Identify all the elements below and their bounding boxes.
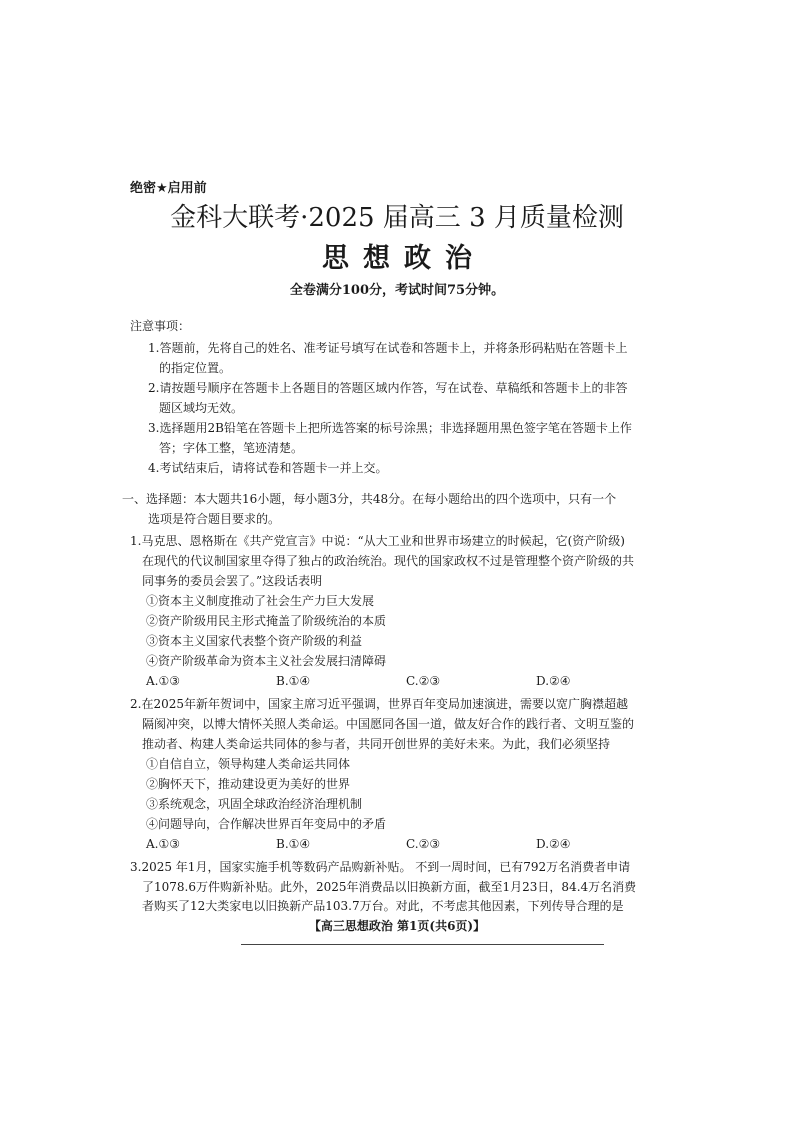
- question-1-option: ④资产阶级革命为资本主义社会发展扫清障碍: [146, 654, 387, 668]
- question-1-option: ①资本主义制度推动了社会生产力巨大发展: [146, 594, 375, 608]
- footer-rule: [241, 944, 604, 945]
- question-2-option: ④问题导向，合作解决世界百年变局中的矛盾: [146, 817, 387, 831]
- question-3-stem: 3.2025 年1月，国家实施手机等数码产品购新补贴。 不到一周时间，已有792万名消费者申请: [130, 860, 631, 874]
- choice-d: D.②④: [536, 837, 571, 851]
- notice-title: 注意事项：: [130, 319, 191, 333]
- question-2-stem: 隔阂冲突，以博大情怀关照人类命运。中国愿同各国一道，做友好合作的践行者、文明互鉴的: [142, 717, 635, 731]
- choice-b: B.①④: [276, 674, 311, 688]
- question-2-option: ③系统观念，巩固全球政治经济治理机制: [146, 797, 363, 811]
- notice-line: 3.选择题用2B铅笔在答题卡上把所选答案的标号涂黑；非选择题用黑色签字笔在答题卡上作: [148, 421, 632, 435]
- subject-title: 思想政治: [322, 243, 486, 274]
- notice-line: 4.考试结束后，请将试卷和答题卡一并上交。: [148, 461, 388, 475]
- choice-b: B.①④: [276, 837, 311, 851]
- question-1-option: ②资产阶级用民主形式掩盖了阶级统治的本质: [146, 614, 387, 628]
- question-2-stem: 推动者、构建人类命运共同体的参与者，共同开创世界的美好未来。为此，我们必须坚持: [142, 737, 611, 751]
- choice-d: D.②④: [536, 674, 571, 688]
- notice-line: 1.答题前，先将自己的姓名、准考证号填写在试卷和答题卡上，并将条形码粘贴在答题卡上: [148, 341, 628, 355]
- notice-line: 答；字体工整，笔迹清楚。: [159, 441, 304, 455]
- choice-a: A.①③: [146, 674, 180, 688]
- section-heading-cont: 选项是符合题目要求的。: [148, 512, 281, 526]
- question-1-stem: 同事务的委员会罢了。”这段话表明: [142, 574, 323, 588]
- question-2-stem: 2.在2025年新年贺词中，国家主席习近平强调，世界百年变局加速演进，需要以宽广胸襟超越: [130, 697, 628, 711]
- page-footer: 【高三思想政治 第1页(共6页)】: [308, 919, 486, 933]
- question-1-option: ③资本主义国家代表整个资产阶级的利益: [146, 634, 363, 648]
- confidential-label: 绝密★启用前: [130, 181, 207, 196]
- question-1-stem: 1.马克思、恩格斯在《共产党宣言》中说：“从大工业和世界市场建立的时候起，它(资产阶级): [130, 534, 625, 548]
- choice-a: A.①③: [146, 837, 180, 851]
- exam-title: 金科大联考·2025 届高三 3 月质量检测: [170, 203, 624, 233]
- notice-line: 的指定位置。: [159, 361, 232, 375]
- question-2-choices: [146, 837, 616, 851]
- question-3-stem: 了1078.6万件购新补贴。此外，2025年消费品以旧换新方面，截至1月23日，84.4万名消费: [142, 880, 637, 894]
- section-heading: 一、选择题：本大题共16小题，每小题3分，共48分。在每小题给出的四个选项中，只有一个: [122, 492, 617, 506]
- question-1-stem: 在现代的代议制国家里夺得了独占的政治统治。现代的国家政权不过是管理整个资产阶级的共: [142, 554, 635, 568]
- question-1-choices: [146, 674, 616, 688]
- question-2-option: ②胸怀天下，推动建设更为美好的世界: [146, 777, 351, 791]
- score-time-note: 全卷满分100分，考试时间75分钟。: [289, 283, 505, 298]
- choice-c: C.②③: [406, 837, 441, 851]
- choice-c: C.②③: [406, 674, 441, 688]
- notice-line: 2.请按题号顺序在答题卡上各题目的答题区域内作答，写在试卷、草稿纸和答题卡上的非答: [148, 381, 628, 395]
- question-2-option: ①自信自立，领导构建人类命运共同体: [146, 757, 351, 771]
- notice-line: 题区域均无效。: [159, 401, 244, 415]
- question-3-stem: 者购买了12大类家电以旧换新产品103.7万台。对此，不考虑其他因素，下列传导合理的是: [142, 899, 624, 913]
